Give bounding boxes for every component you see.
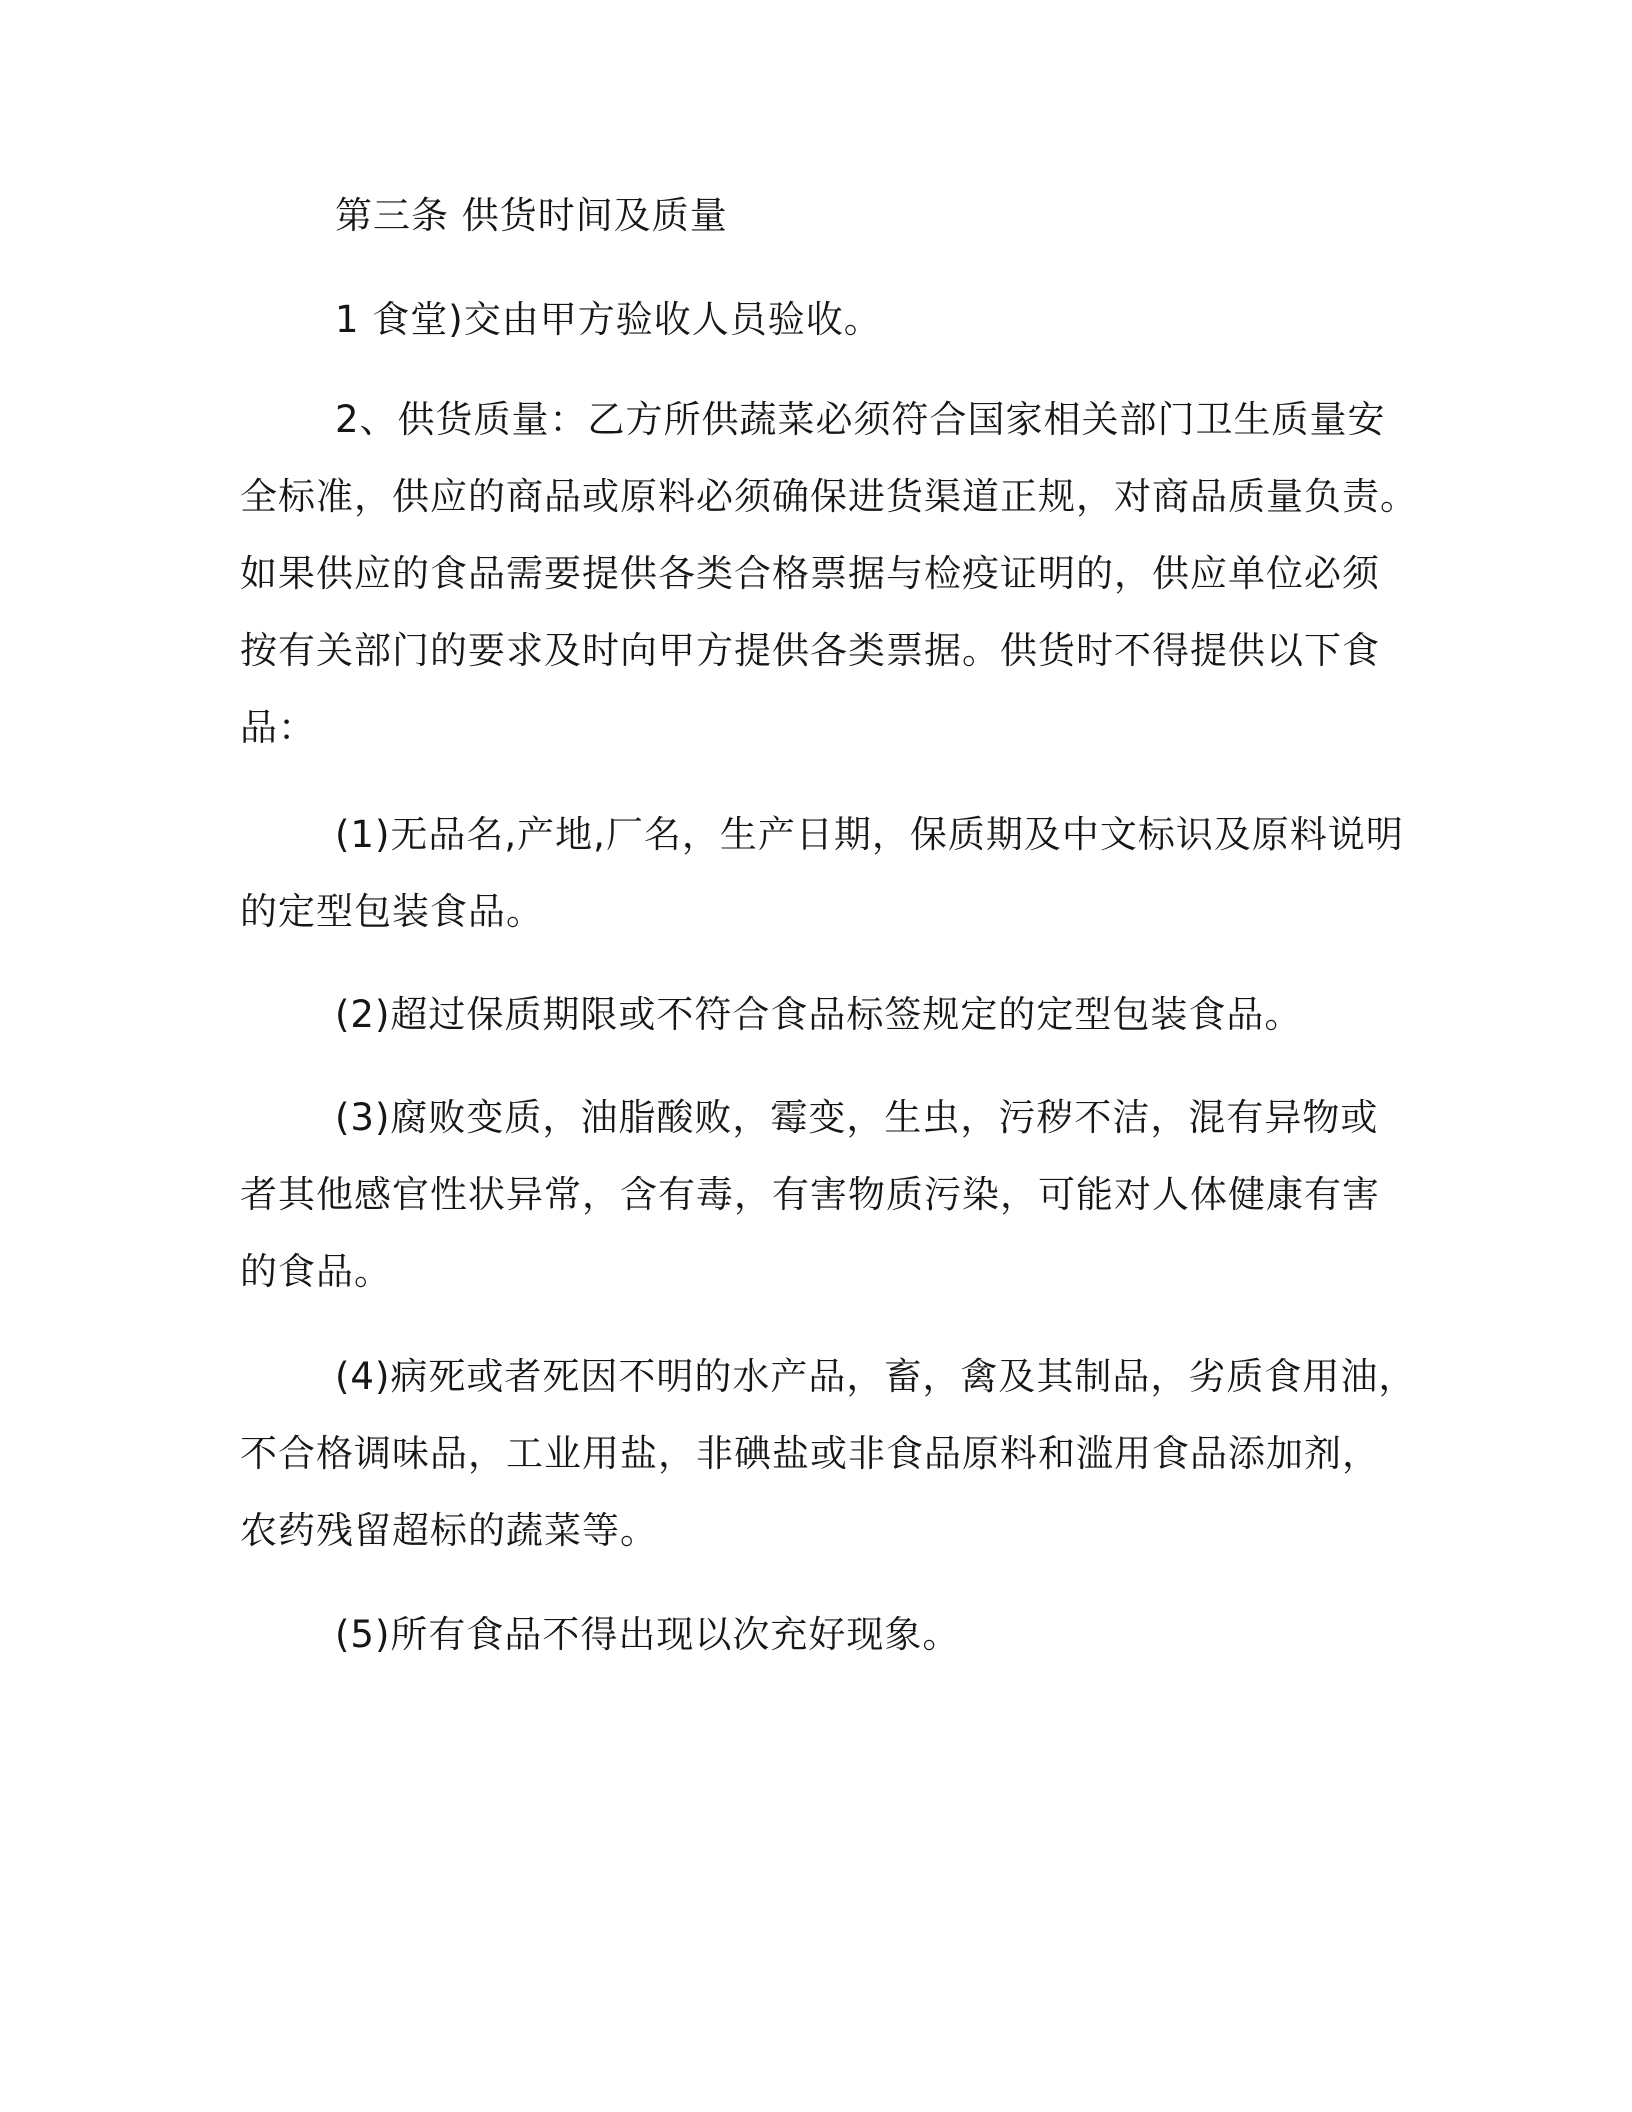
paragraph-line: (2)超过保质期限或不符合食品标签规定的定型包装食品。 [335,993,1303,1036]
clause-2-paragraph [240,995,1390,1035]
paragraph-line: 2、供货质量：乙方所供蔬菜必须符合国家相关部门卫生质量安 [335,398,1386,441]
clause-5-paragraph [240,1615,1390,1655]
paragraph-line: 品： [240,706,316,749]
heading-line: 第三条 供货时间及质量 [335,194,728,237]
clause-3-paragraph [240,1098,1390,1292]
paragraph-line: (5)所有食品不得出现以次充好现象。 [335,1613,961,1656]
clause-4-paragraph [240,1355,1417,1552]
paragraph-line: 的定型包装食品。 [240,890,544,933]
item-1-line: 1 食堂)交由甲方验收人员验收。 [335,298,882,341]
paragraph-line: 的食品。 [240,1250,392,1293]
section-heading [240,196,1390,236]
paragraph-line: (3)腐败变质，油脂酸败，霉变，生虫，污秽不洁，混有异物或 [335,1096,1379,1139]
clause-1-paragraph [240,813,1404,933]
paragraph-line: 农药残留超标的蔬菜等。 [240,1509,658,1552]
supply-quality-paragraph [240,398,1418,749]
paragraph-line: 如果供应的食品需要提供各类合格票据与检疫证明的，供应单位必须 [240,552,1380,595]
paragraph-line: 按有关部门的要求及时向甲方提供各类票据。供货时不得提供以下食 [240,629,1380,672]
paragraph-line: 全标准，供应的商品或原料必须确保进货渠道正规，对商品质量负责。 [240,475,1418,518]
paragraph-line: (1)无品名,产地,厂名，生产日期，保质期及中文标识及原料说明 [335,813,1404,856]
paragraph-line: 者其他感官性状异常，含有毒，有害物质污染，可能对人体健康有害 [240,1173,1380,1216]
item-1-paragraph [240,300,1390,340]
paragraph-line: (4)病死或者死因不明的水产品，畜，禽及其制品，劣质食用油， [335,1355,1417,1398]
paragraph-line: 不合格调味品，工业用盐，非碘盐或非食品原料和滥用食品添加剂， [240,1432,1380,1475]
